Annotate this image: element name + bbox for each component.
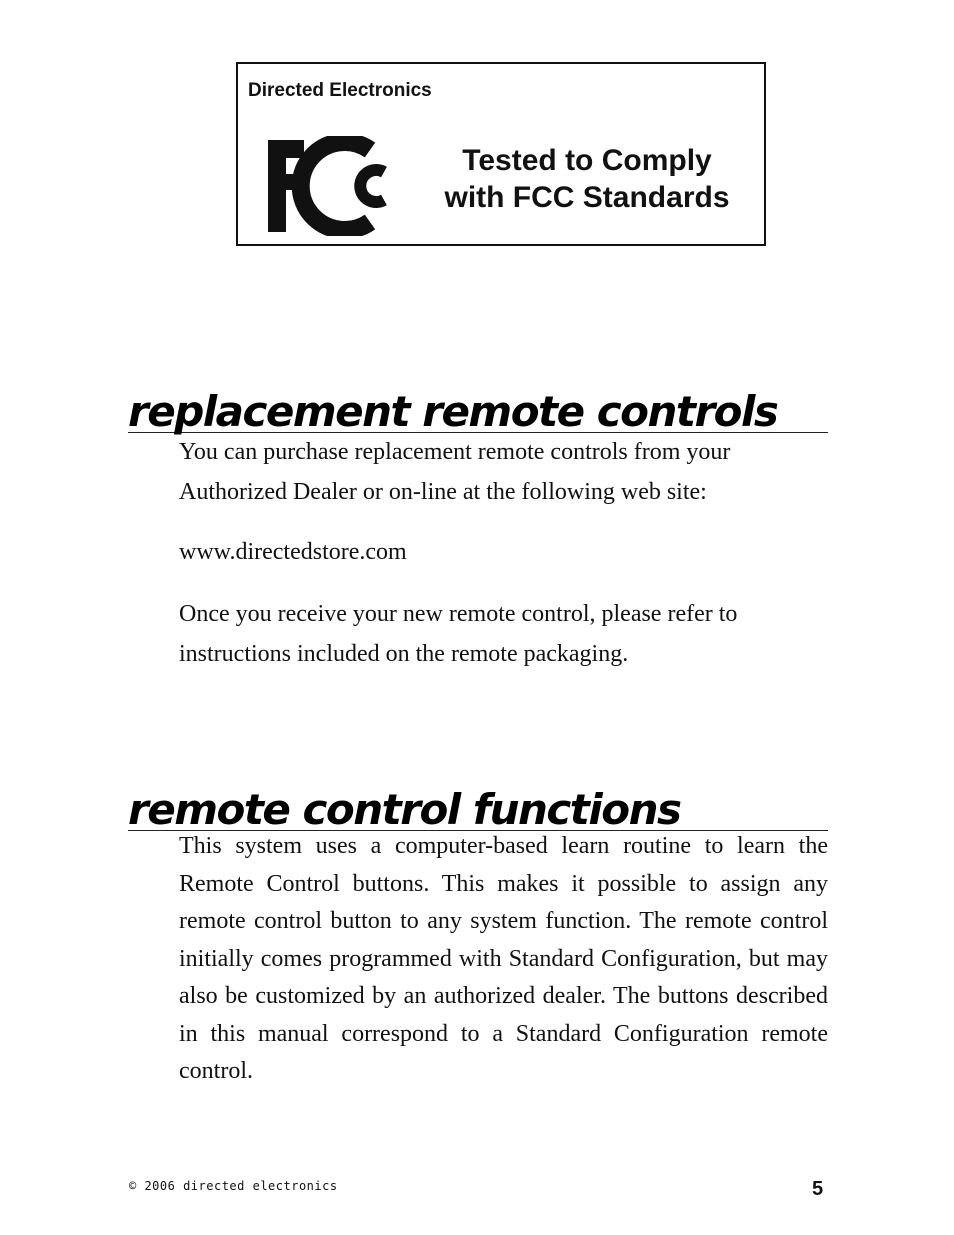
section-title-remote-functions: remote control functions — [128, 788, 828, 831]
page-number: 5 — [812, 1178, 824, 1200]
store-url: www.directedstore.com — [179, 539, 407, 565]
remote-functions-paragraph: This system uses a computer-based learn routine to learn the Remote Control buttons. This makes it possible to assign any remote control button to any system function. The remote control initially comes programmed with Standard Configuration, but may also be customized by an authorized dealer. The buttons described in this manual correspond to a Standard Configuration remote control. — [179, 833, 828, 1084]
copyright-notice: © 2006 directed electronics — [129, 1179, 338, 1193]
fcc-logo-icon — [266, 136, 400, 236]
section-title-replacement-remotes: replacement remote controls — [128, 390, 828, 433]
fcc-company-name: Directed Electronics — [248, 80, 432, 101]
fcc-statement-line-2: with FCC Standards — [444, 181, 730, 214]
fcc-statement-line-1: Tested to Comply — [462, 144, 712, 177]
fcc-statement — [428, 142, 746, 216]
replacement-paragraph: You can purchase replacement remote controls from your Authorized Dealer or on-line at the following web site: — [179, 439, 731, 505]
fcc-compliance-notice — [236, 62, 766, 246]
packaging-instructions-paragraph: Once you receive your new remote control, please refer to instructions included on the remote packaging. — [179, 601, 738, 667]
